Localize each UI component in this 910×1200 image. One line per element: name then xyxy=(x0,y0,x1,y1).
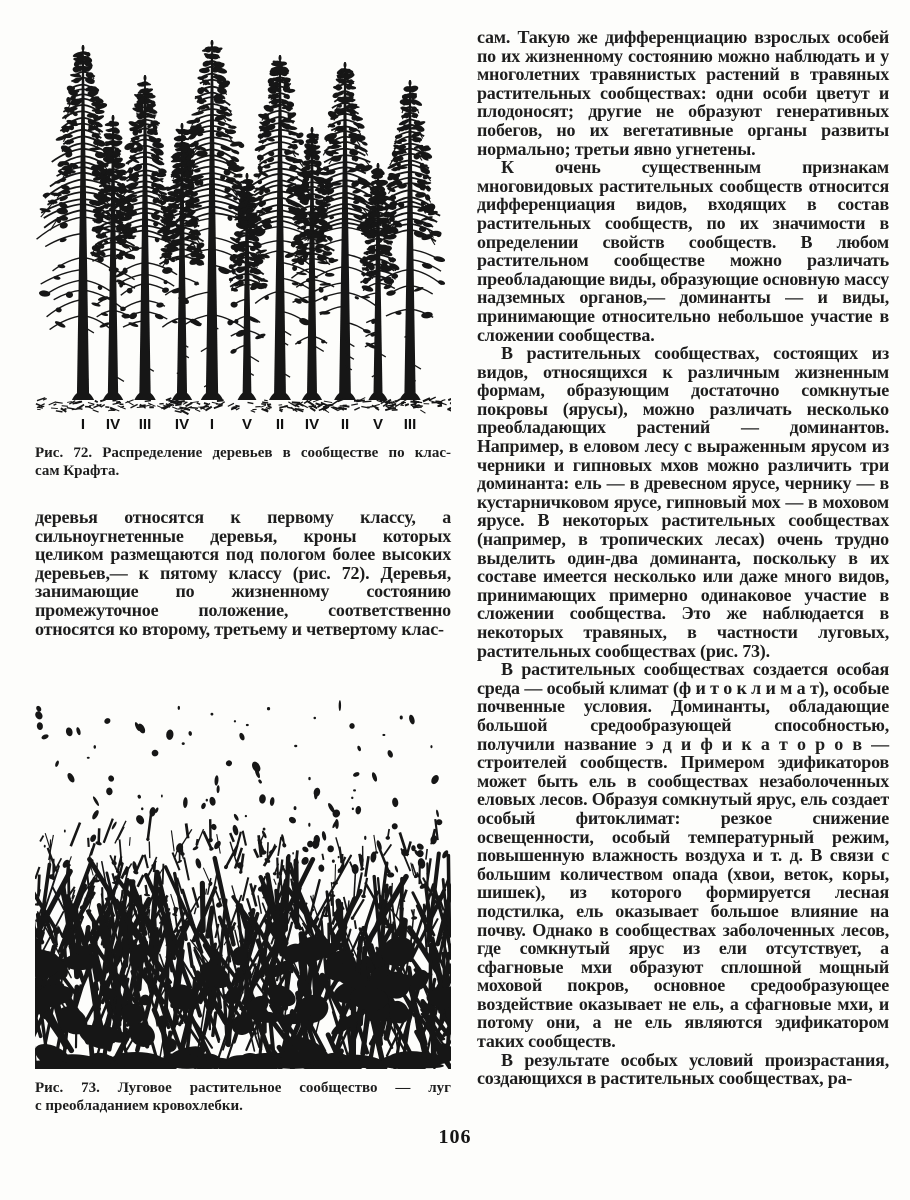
figure-73-meadow-illustration xyxy=(35,697,451,1069)
right-column-paragraph-5: В результате особых условий произрастания, создающихся в растительных сообществах, ра- xyxy=(477,1049,889,1089)
figure-73-caption-line-1: Рис. 73. Луговое растительное сообщество — луг xyxy=(35,1080,451,1096)
right-column-paragraph-3: В растительных сообществах, состоящих из видов, относящихся к различным жизненным формам, образующим достаточно сомкнутые покровы (ярусы), можно различать несколько преобладающих растений — доминантов. Например, в еловом лесу с выраженным ярусом из черники и гипновых мхов можно различить три доминанта: ель — в древесном ярусе, чернику — в кустарничковом ярусе, гипновый мох — в моховом ярусе. В некоторых растительных сообществах (например, в тропических лесах) очень трудно выделить один-два доминанта, поскольку в их составе имеется несколько или даже много видов, принимающих примерно одинаковое участие в сложении сообщества. Это же наблюдается в некоторых травяных, в частности луговых, растительных сообществах (рис. 73). xyxy=(477,343,889,661)
figure-72-caption-line-1: Рис. 72. Распределение деревьев в сообществе по клас- xyxy=(35,445,451,461)
kraft-class-label: III xyxy=(138,416,152,433)
kraft-classes-trees-drawing xyxy=(35,33,451,433)
kraft-class-label: IV xyxy=(304,416,320,433)
meadow-halftone-drawing xyxy=(35,697,451,1069)
kraft-class-label: II xyxy=(340,416,350,433)
right-column-paragraph-4: В растительных сообществах создается особая среда — особый климат (ф и т о к л и м а т), особые почвенные условия. Доминанты, обладающие большой средообразующей способностью, получили название э д и ф и к а т о р о в — строителей сообществ. Примером эдификаторов может быть ель в сообществах незаболоченных еловых лесов. Образуя сомкнутый ярус, ель создает особый фитоклимат: резкое снижение освещенности, особый температурный режим, повышенную влажность воздуха и т. д. В связи с большим количеством опада (хвои, веток, коры, шишек), из которого формируется лесная подстилка, ель оказывает большое влияние на почву. Однако в сообществах заболоченных лесов, где сомкнутый ярус из ели отсутствует, а сфагновые мхи образуют сплошной мощный моховой покров, основное средообразующее воздействие оказывает не ель, а сфагновые мхи, и потому они, а не ель являются эдификатором таких сообществ. xyxy=(477,659,889,1052)
right-column xyxy=(477,28,889,1088)
right-column-paragraph-2: К очень существенным признакам многовидовых растительных сообществ относится дифференциация видов, входящих в состав растительных сообществ, по их значимости в определении свойств сообществ. В любом растительном сообществе можно различать преобладающие виды, образующие основную массу надземных органов,— доминанты — и виды, принимающие относительно небольшое участие в сложении сообщества. xyxy=(477,157,890,345)
kraft-class-label: IV xyxy=(105,416,121,433)
page-number: 106 xyxy=(438,1126,472,1148)
kraft-class-label: II xyxy=(275,416,285,433)
right-column-paragraph-1: сам. Такую же дифференциацию взрослых особей по их жизненному состоянию можно наблюдать и у многолетних травянистых растений в травяных растительных сообществах: одни особи цветут и плодоносят; другие не образуют генеративных побегов, но их вегетативные органы развиты нормально; третьи явно угнетены. xyxy=(477,27,889,159)
kraft-class-label: IV xyxy=(174,416,190,433)
figure-72-caption xyxy=(35,445,451,480)
kraft-class-label: I xyxy=(209,416,215,433)
figure-73-caption xyxy=(35,1080,451,1115)
kraft-class-label: V xyxy=(241,416,253,433)
figure-72-tree-illustration xyxy=(35,33,451,433)
kraft-class-label: I xyxy=(80,416,86,433)
kraft-class-label: V xyxy=(372,416,384,433)
kraft-class-label: III xyxy=(403,416,417,433)
figure-72-caption-line-2: сам Крафта. xyxy=(35,462,120,479)
left-column-paragraph: деревья относятся к первому классу, а сильноугнетенные деревья, кроны которых целиком размещаются под пологом более высоких деревьев,— к пятому классу (рис. 72). Деревья, занимающие по жизненному состоянию промежуточное положение, соответственно относятся ко второму, третьему и четвертому клас- xyxy=(35,507,451,639)
figure-73-caption-line-2: с преобладанием кровохлебки. xyxy=(35,1097,243,1114)
